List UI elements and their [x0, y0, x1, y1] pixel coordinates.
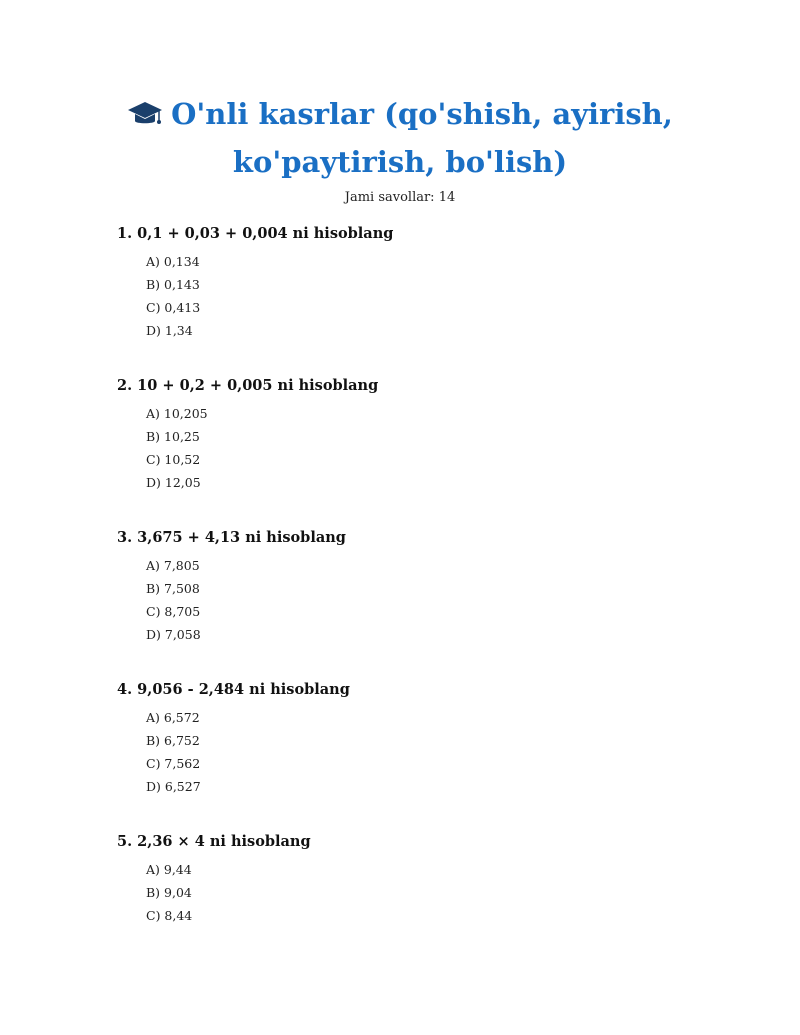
title-line-2: ko'paytirish, bo'lish)	[232, 145, 568, 179]
option-d[interactable]: D) 1,34	[146, 323, 193, 338]
title-line-1	[0, 92, 800, 140]
option-a[interactable]: A) 10,205	[146, 406, 208, 421]
question-2	[117, 376, 717, 496]
question-title: 2. 10 + 0,2 + 0,005 ni hisoblang	[117, 377, 379, 394]
question-1	[117, 224, 717, 344]
option-c[interactable]: C) 7,562	[146, 756, 201, 771]
question-4	[117, 680, 717, 800]
option-b[interactable]: B) 6,752	[146, 733, 200, 748]
option-b[interactable]: B) 10,25	[146, 429, 200, 444]
option-c[interactable]: C) 10,52	[146, 452, 201, 467]
option-a[interactable]: A) 9,44	[146, 862, 192, 877]
question-title: 3. 3,675 + 4,13 ni hisoblang	[117, 529, 346, 546]
question-5	[117, 832, 717, 929]
question-title: 1. 0,1 + 0,03 + 0,004 ni hisoblang	[117, 225, 394, 242]
page-title	[0, 92, 800, 184]
option-d[interactable]: D) 12,05	[146, 475, 201, 490]
option-a[interactable]: A) 6,572	[146, 710, 200, 725]
option-a[interactable]: A) 7,805	[146, 558, 200, 573]
option-c[interactable]: C) 8,705	[146, 604, 201, 619]
option-d[interactable]: D) 7,058	[146, 627, 201, 642]
question-title: 4. 9,056 - 2,484 ni hisoblang	[117, 681, 350, 698]
question-title: 5. 2,36 × 4 ni hisoblang	[117, 833, 311, 850]
title-text-1: O'nli kasrlar (qo'shish, ayirish,	[171, 97, 673, 131]
option-d[interactable]: D) 6,527	[146, 779, 201, 794]
option-b[interactable]: B) 9,04	[146, 885, 192, 900]
option-c[interactable]: C) 0,413	[146, 300, 201, 315]
option-b[interactable]: B) 0,143	[146, 277, 200, 292]
question-3	[117, 528, 717, 648]
total-questions: Jami savollar: 14	[344, 190, 456, 205]
option-b[interactable]: B) 7,508	[146, 581, 200, 596]
option-a[interactable]: A) 0,134	[146, 254, 200, 269]
option-c[interactable]: C) 8,44	[146, 908, 193, 923]
graduation-cap-icon	[127, 96, 163, 140]
